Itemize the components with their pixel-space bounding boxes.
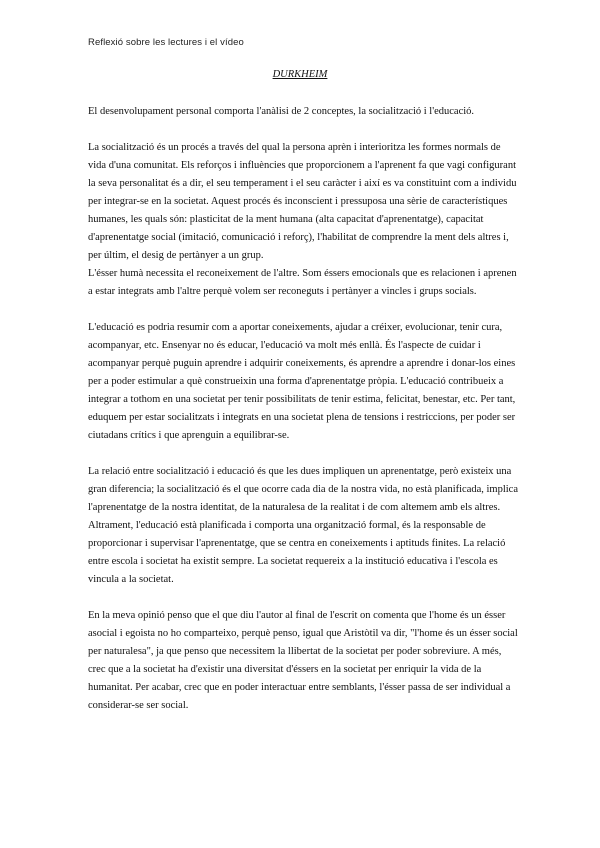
document-body <box>88 103 520 715</box>
paragraph-recognition: L'ésser humà necessita el reconeixement de l'altre. Som éssers emocionals que es relacionen i aprenen a estar integrats amb l'altre perquè volem ser reconeguts i pertànyer a vincles i grups socials. <box>88 268 517 297</box>
paragraph-intro: El desenvolupament personal comporta l'anàlisi de 2 conceptes, la socialització i l'educació. <box>88 106 475 117</box>
document-title: DURKHEIM <box>272 69 328 80</box>
paragraph-opinion: En la meva opinió penso que el que diu l'autor al final de l'escrit on comenta que l'home és un ésser asocial i egoista no ho comparteixo, perquè penso, igual que Aristòtil va dir, "l'home és un ésser social per naturalesa", ja que penso que necessitem la llibertat de la societat per poder sobreviure. A més, crec que a la societat ha d'existir una diversitat d'éssers en la societat per enriquir la vida de la humanitat. Per acabar, crec que en poder interactuar entre semblants, l'ésser passa de ser individual a considerar-se ser social. <box>88 610 518 711</box>
paragraph-socialization: La socialització és un procés a través del qual la persona aprèn i interioritza les formes normals de vida d'una comunitat. Els reforços i influències que proporcionem a l'aprenent fa que vagi configurant la seva personalitat és a dir, el seu temperament i el seu caràcter i així es va constituint com a individu per integrar-se en la societat. Aquest procés és inconscient i pressuposa una sèrie de característiques humanes, les quals són: plasticitat de la ment humana (alta capacitat d'aprenentatge), capacitat d'aprenentatge social (imitació, comunicació i reforç), l'habilitat de comprendre la ment dels altres i, per últim, el desig de pertànyer a un grup. <box>88 142 517 261</box>
page-header: Reflexió sobre les lectures i el vídeo <box>88 37 244 48</box>
paragraph-education: L'educació es podria resumir com a aportar coneixements, ajudar a créixer, evolucionar, tenir cura, acompanyar, etc. Ensenyar no és educar, l'educació va molt més enllà. És l'aspecte de cuidar i acompanyar perquè puguin aprendre i adquirir coneixements, és aprendre a aprendre i donar-los eines per a poder estimular a què construeixin una forma d'aprenentatge pròpia. L'educació contribueix a integrar a tothom en una societat per tenir possibilitats de tenir estima, felicitat, benestar, etc. Per tant, eduquem per estar socialitzats i integrats en una societat plena de tensions i restriccions, per poder ser ciutadans crítics i que aprenguin a equilibrar-se. <box>88 322 516 441</box>
paragraph-relation: La relació entre socialització i educació és que les dues impliquen un aprenentatge, però existeix una gran diferencia; la socialització és el que ocorre cada dia de la nostra vida, no està planificada, implica l'aprenentatge de la nostra identitat, de la naturalesa de la realitat i de com altemem amb els altres. Altrament, l'educació està planificada i comporta una organització formal, és la responsable de proporcionar i supervisar l'aprenentatge, que se centra en coneixements i aptituds finites. La relació entre escola i societat ha existit sempre. La societat requereix a la institució educativa i l'escola es vincula a la societat. <box>88 466 519 585</box>
